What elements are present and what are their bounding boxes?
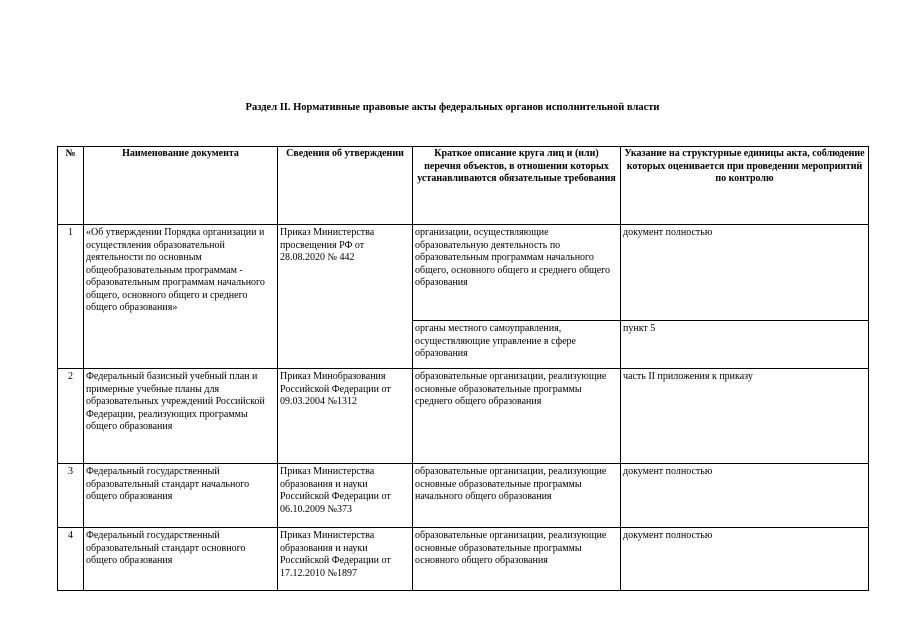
row-approval: Приказ Министерства просвещения РФ от 28.08.2020 № 442 — [278, 225, 413, 369]
header-approval: Сведения об утверждении — [278, 147, 413, 225]
header-units: Указание на структурные единицы акта, соблюдение которых оценивается при проведении мероприятий по контролю — [621, 147, 869, 225]
row-name: Федеральный государственный образовательный стандарт основного общего образования — [84, 528, 278, 591]
row-units: документ полностью — [621, 464, 869, 528]
row-units: документ полностью — [621, 528, 869, 591]
row-num: 1 — [58, 225, 84, 369]
row-name: Федеральный базисный учебный план и примерные учебные планы для образовательных учреждений Российской Федерации, реализующих программы общего образования — [84, 369, 278, 464]
row-num: 4 — [58, 528, 84, 591]
page-title: Раздел II. Нормативные правовые акты федеральных органов исполнительной власти — [245, 102, 660, 113]
regulatory-acts-table — [57, 146, 869, 591]
row-num: 2 — [58, 369, 84, 464]
header-name: Наименование документа — [84, 147, 278, 225]
table-row — [58, 528, 869, 591]
header-description: Краткое описание круга лиц и (или) перечня объектов, в отношении которых устанавливаются обязательные требования — [413, 147, 621, 225]
row-description: организации, осуществляющие образовательную деятельность по образовательным программам начального общего, основного общего и среднего общего образования — [413, 225, 621, 321]
row-description: органы местного самоуправления, осуществляющие управление в сфере образования — [413, 321, 621, 369]
row-description: образовательные организации, реализующие основные образовательные программы среднего общего образования — [413, 369, 621, 464]
row-approval: Приказ Министерства образования и науки Российской Федерации от 06.10.2009 №373 — [278, 464, 413, 528]
table-row — [58, 464, 869, 528]
row-name: «Об утверждении Порядка организации и осуществления образовательной деятельности по основным общеобразовательным программам - образовательным программам начального общего, основного общего и среднего общего образования» — [84, 225, 278, 369]
row-num: 3 — [58, 464, 84, 528]
table-row — [58, 225, 869, 321]
table-header-row — [58, 147, 869, 225]
header-num: № — [58, 147, 84, 225]
row-approval: Приказ Министерства образования и науки Российской Федерации от 17.12.2010 №1897 — [278, 528, 413, 591]
row-units: пункт 5 — [621, 321, 869, 369]
row-description: образовательные организации, реализующие основные образовательные программы начального общего образования — [413, 464, 621, 528]
row-approval: Приказ Минобразования Российской Федерации от 09.03.2004 №1312 — [278, 369, 413, 464]
row-name: Федеральный государственный образовательный стандарт начального общего образования — [84, 464, 278, 528]
table-row — [58, 369, 869, 464]
row-units: документ полностью — [621, 225, 869, 321]
row-description: образовательные организации, реализующие основные образовательные программы основного общего образования — [413, 528, 621, 591]
row-units: часть II приложения к приказу — [621, 369, 869, 464]
